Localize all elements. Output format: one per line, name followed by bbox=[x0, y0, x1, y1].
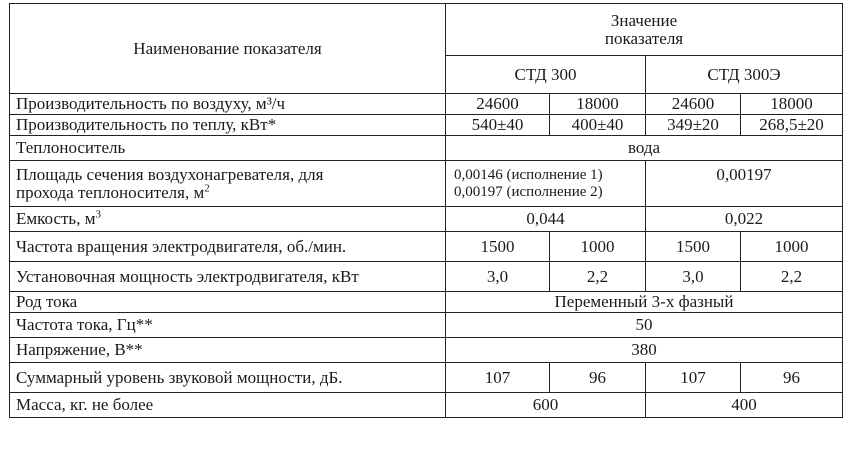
row-label: Производительность по теплу, кВт* bbox=[10, 115, 446, 136]
row-label-sup: 3 bbox=[95, 208, 101, 221]
row-label: Производительность по воздуху, м³/ч bbox=[10, 94, 446, 115]
row-label: Установочная мощность электродвигателя, кВт bbox=[10, 262, 446, 292]
row-label-text: прохода теплоносителя, м bbox=[16, 182, 205, 202]
row-label: Напряжение, В** bbox=[10, 338, 446, 363]
cell-value-span: вода bbox=[446, 136, 843, 161]
table-row bbox=[10, 338, 843, 363]
table-row bbox=[10, 161, 843, 207]
row-label bbox=[10, 161, 446, 207]
cell-value: 2,2 bbox=[741, 262, 843, 292]
table-row bbox=[10, 232, 843, 262]
cell-value-a bbox=[446, 161, 646, 207]
cell-value-b: 400 bbox=[646, 393, 843, 418]
cell-value: 24600 bbox=[646, 94, 741, 115]
cell-value: 268,5±20 bbox=[741, 115, 843, 136]
cell-value-span: 380 bbox=[446, 338, 843, 363]
table-row bbox=[10, 115, 843, 136]
cell-value-b: 0,022 bbox=[646, 207, 843, 232]
cell-value: 1000 bbox=[741, 232, 843, 262]
cell-value: 1000 bbox=[550, 232, 646, 262]
table-row bbox=[10, 207, 843, 232]
header-value-line2: показателя bbox=[604, 28, 684, 48]
row-label bbox=[10, 207, 446, 232]
cell-value-a-line1: 0,00146 (исполнение 1) bbox=[454, 166, 603, 183]
row-label-sup: 2 bbox=[204, 181, 210, 194]
header-value-cell bbox=[446, 4, 843, 56]
header-value-line1: Значение bbox=[610, 10, 678, 30]
cell-value: 96 bbox=[741, 363, 843, 393]
table-row bbox=[10, 313, 843, 338]
cell-value-a-line2: 0,00197 (исполнение 2) bbox=[454, 183, 603, 200]
header-model-b: СТД 300Э bbox=[646, 56, 843, 94]
header-model-a: СТД 300 bbox=[446, 56, 646, 94]
cell-value: 1500 bbox=[446, 232, 550, 262]
header-row-1 bbox=[10, 4, 843, 56]
cell-value: 1500 bbox=[646, 232, 741, 262]
cell-value: 96 bbox=[550, 363, 646, 393]
row-label: Теплоноситель bbox=[10, 136, 446, 161]
cell-value-span: 50 bbox=[446, 313, 843, 338]
row-label: Частота вращения электродвигателя, об./мин. bbox=[10, 232, 446, 262]
table-row bbox=[10, 393, 843, 418]
header-name-label: Наименование показателя bbox=[133, 38, 322, 58]
table-row bbox=[10, 94, 843, 115]
row-label: Род тока bbox=[10, 292, 446, 313]
cell-value-a: 600 bbox=[446, 393, 646, 418]
table-row bbox=[10, 262, 843, 292]
row-label-line2 bbox=[16, 181, 439, 202]
cell-value-span: Переменный 3-х фазный bbox=[446, 292, 843, 313]
row-label-line1: Площадь сечения воздухонагревателя, для bbox=[16, 164, 324, 184]
cell-value: 2,2 bbox=[550, 262, 646, 292]
cell-value: 540±40 bbox=[446, 115, 550, 136]
cell-value: 3,0 bbox=[646, 262, 741, 292]
table-row bbox=[10, 292, 843, 313]
cell-value-b: 0,00197 bbox=[646, 161, 843, 207]
cell-value: 107 bbox=[646, 363, 741, 393]
row-label: Частота тока, Гц** bbox=[10, 313, 446, 338]
cell-value: 3,0 bbox=[446, 262, 550, 292]
cell-value: 107 bbox=[446, 363, 550, 393]
cell-value: 349±20 bbox=[646, 115, 741, 136]
cell-value: 18000 bbox=[741, 94, 843, 115]
table-row bbox=[10, 136, 843, 161]
cell-value-a: 0,044 bbox=[446, 207, 646, 232]
header-name-cell bbox=[10, 4, 446, 94]
cell-value: 18000 bbox=[550, 94, 646, 115]
table-row bbox=[10, 363, 843, 393]
cell-value: 24600 bbox=[446, 94, 550, 115]
row-label: Суммарный уровень звуковой мощности, дБ. bbox=[10, 363, 446, 393]
row-label-text: Емкость, м bbox=[16, 209, 96, 228]
cell-value: 400±40 bbox=[550, 115, 646, 136]
specs-table bbox=[9, 3, 843, 418]
row-label: Масса, кг. не более bbox=[10, 393, 446, 418]
